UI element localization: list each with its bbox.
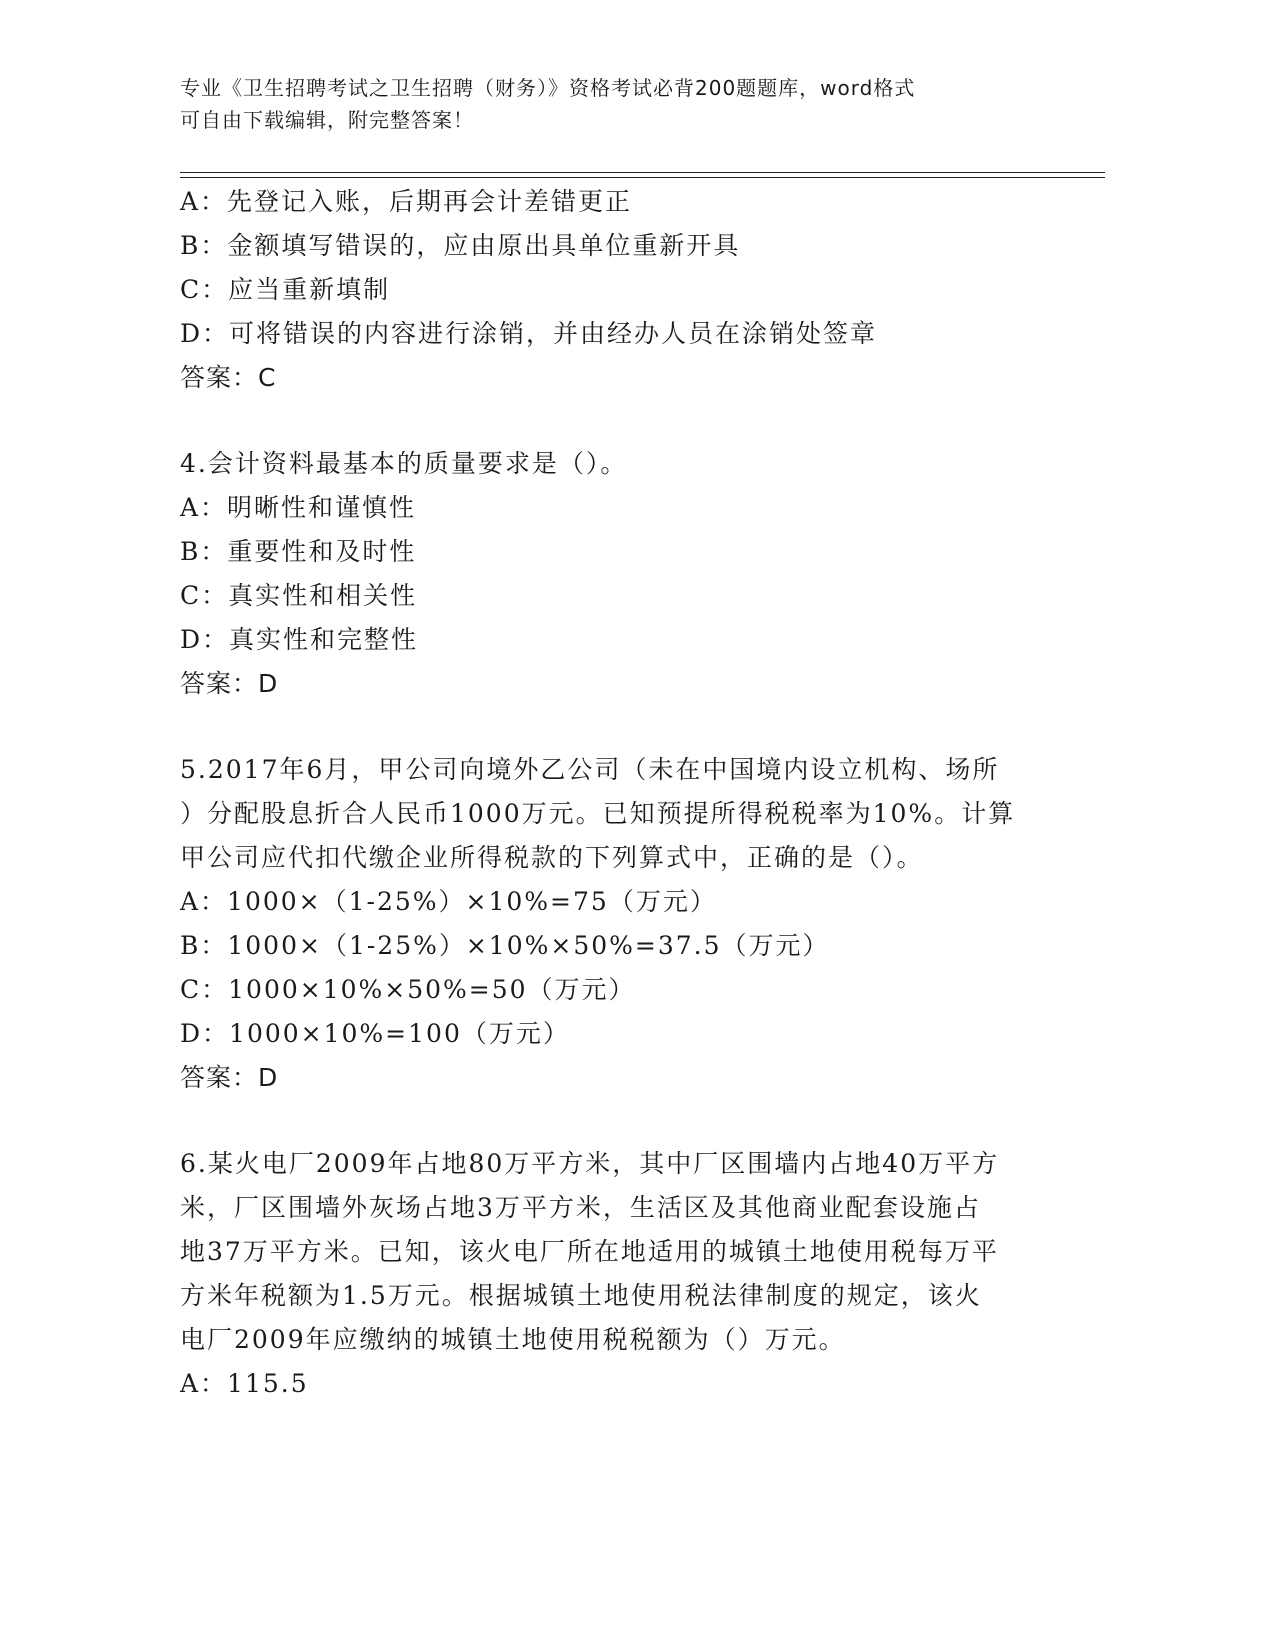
- option-a: A：先登记入账，后期再会计差错更正: [180, 187, 633, 216]
- question-text-line-1: 6.某火电厂2009年占地80万平方米，其中厂区围墙内占地40万平方: [180, 1149, 1000, 1178]
- answer: 答案：D: [180, 1063, 279, 1092]
- option-d: D：真实性和完整性: [180, 625, 419, 654]
- spacer: [180, 1100, 1040, 1142]
- option-a: A：115.5: [180, 1369, 309, 1398]
- spacer: [180, 400, 1040, 442]
- question-4: [180, 442, 1040, 706]
- option-b: B：重要性和及时性: [180, 537, 417, 566]
- option-a: A：明晰性和谨慎性: [180, 493, 417, 522]
- question-text-line-3: 地37万平方米。已知，该火电厂所在地适用的城镇土地使用税每万平: [180, 1237, 999, 1266]
- option-c: C：1000×10%×50%=50（万元）: [180, 975, 636, 1004]
- question-text-line-4: 方米年税额为1.5万元。根据城镇土地使用税法律制度的规定，该火: [180, 1281, 982, 1310]
- spacer: [180, 706, 1040, 748]
- question-text-line-2: ）分配股息折合人民币1000万元。已知预提所得税税率为10%。计算: [180, 799, 1016, 828]
- answer: 答案：C: [180, 363, 277, 392]
- option-c: C：真实性和相关性: [180, 581, 418, 610]
- question-5: [180, 748, 1040, 1100]
- option-a: A：1000×（1-25%）×10%=75（万元）: [180, 887, 717, 916]
- question-6: [180, 1142, 1040, 1406]
- question-text-line-2: 米，厂区围墙外灰场占地3万平方米，生活区及其他商业配套设施占: [180, 1193, 981, 1222]
- option-d: D：可将错误的内容进行涂销，并由经办人员在涂销处签章: [180, 319, 878, 348]
- header-divider: [180, 172, 1105, 178]
- option-d: D：1000×10%=100（万元）: [180, 1019, 570, 1048]
- question-list: [180, 180, 1040, 1406]
- question-text-line-5: 电厂2009年应缴纳的城镇土地使用税税额为（）万元。: [180, 1325, 846, 1354]
- document-header: [180, 72, 1040, 136]
- header-title-line-2: 可自由下载编辑，附完整答案！: [180, 108, 474, 132]
- option-c: C：应当重新填制: [180, 275, 391, 304]
- answer: 答案：D: [180, 669, 279, 698]
- question-text-line-1: 5.2017年6月，甲公司向境外乙公司（未在中国境内设立机构、场所: [180, 755, 1000, 784]
- option-b: B：金额填写错误的，应由原出具单位重新开具: [180, 231, 741, 260]
- header-title-line-1: 专业《卫生招聘考试之卫生招聘（财务）》资格考试必背200题题库，word格式: [180, 76, 916, 100]
- question-text: 4.会计资料最基本的质量要求是（）。: [180, 449, 628, 478]
- option-b: B：1000×（1-25%）×10%×50%=37.5（万元）: [180, 931, 830, 960]
- question-3: [180, 180, 1040, 400]
- question-text-line-3: 甲公司应代扣代缴企业所得税款的下列算式中，正确的是（）。: [180, 843, 924, 872]
